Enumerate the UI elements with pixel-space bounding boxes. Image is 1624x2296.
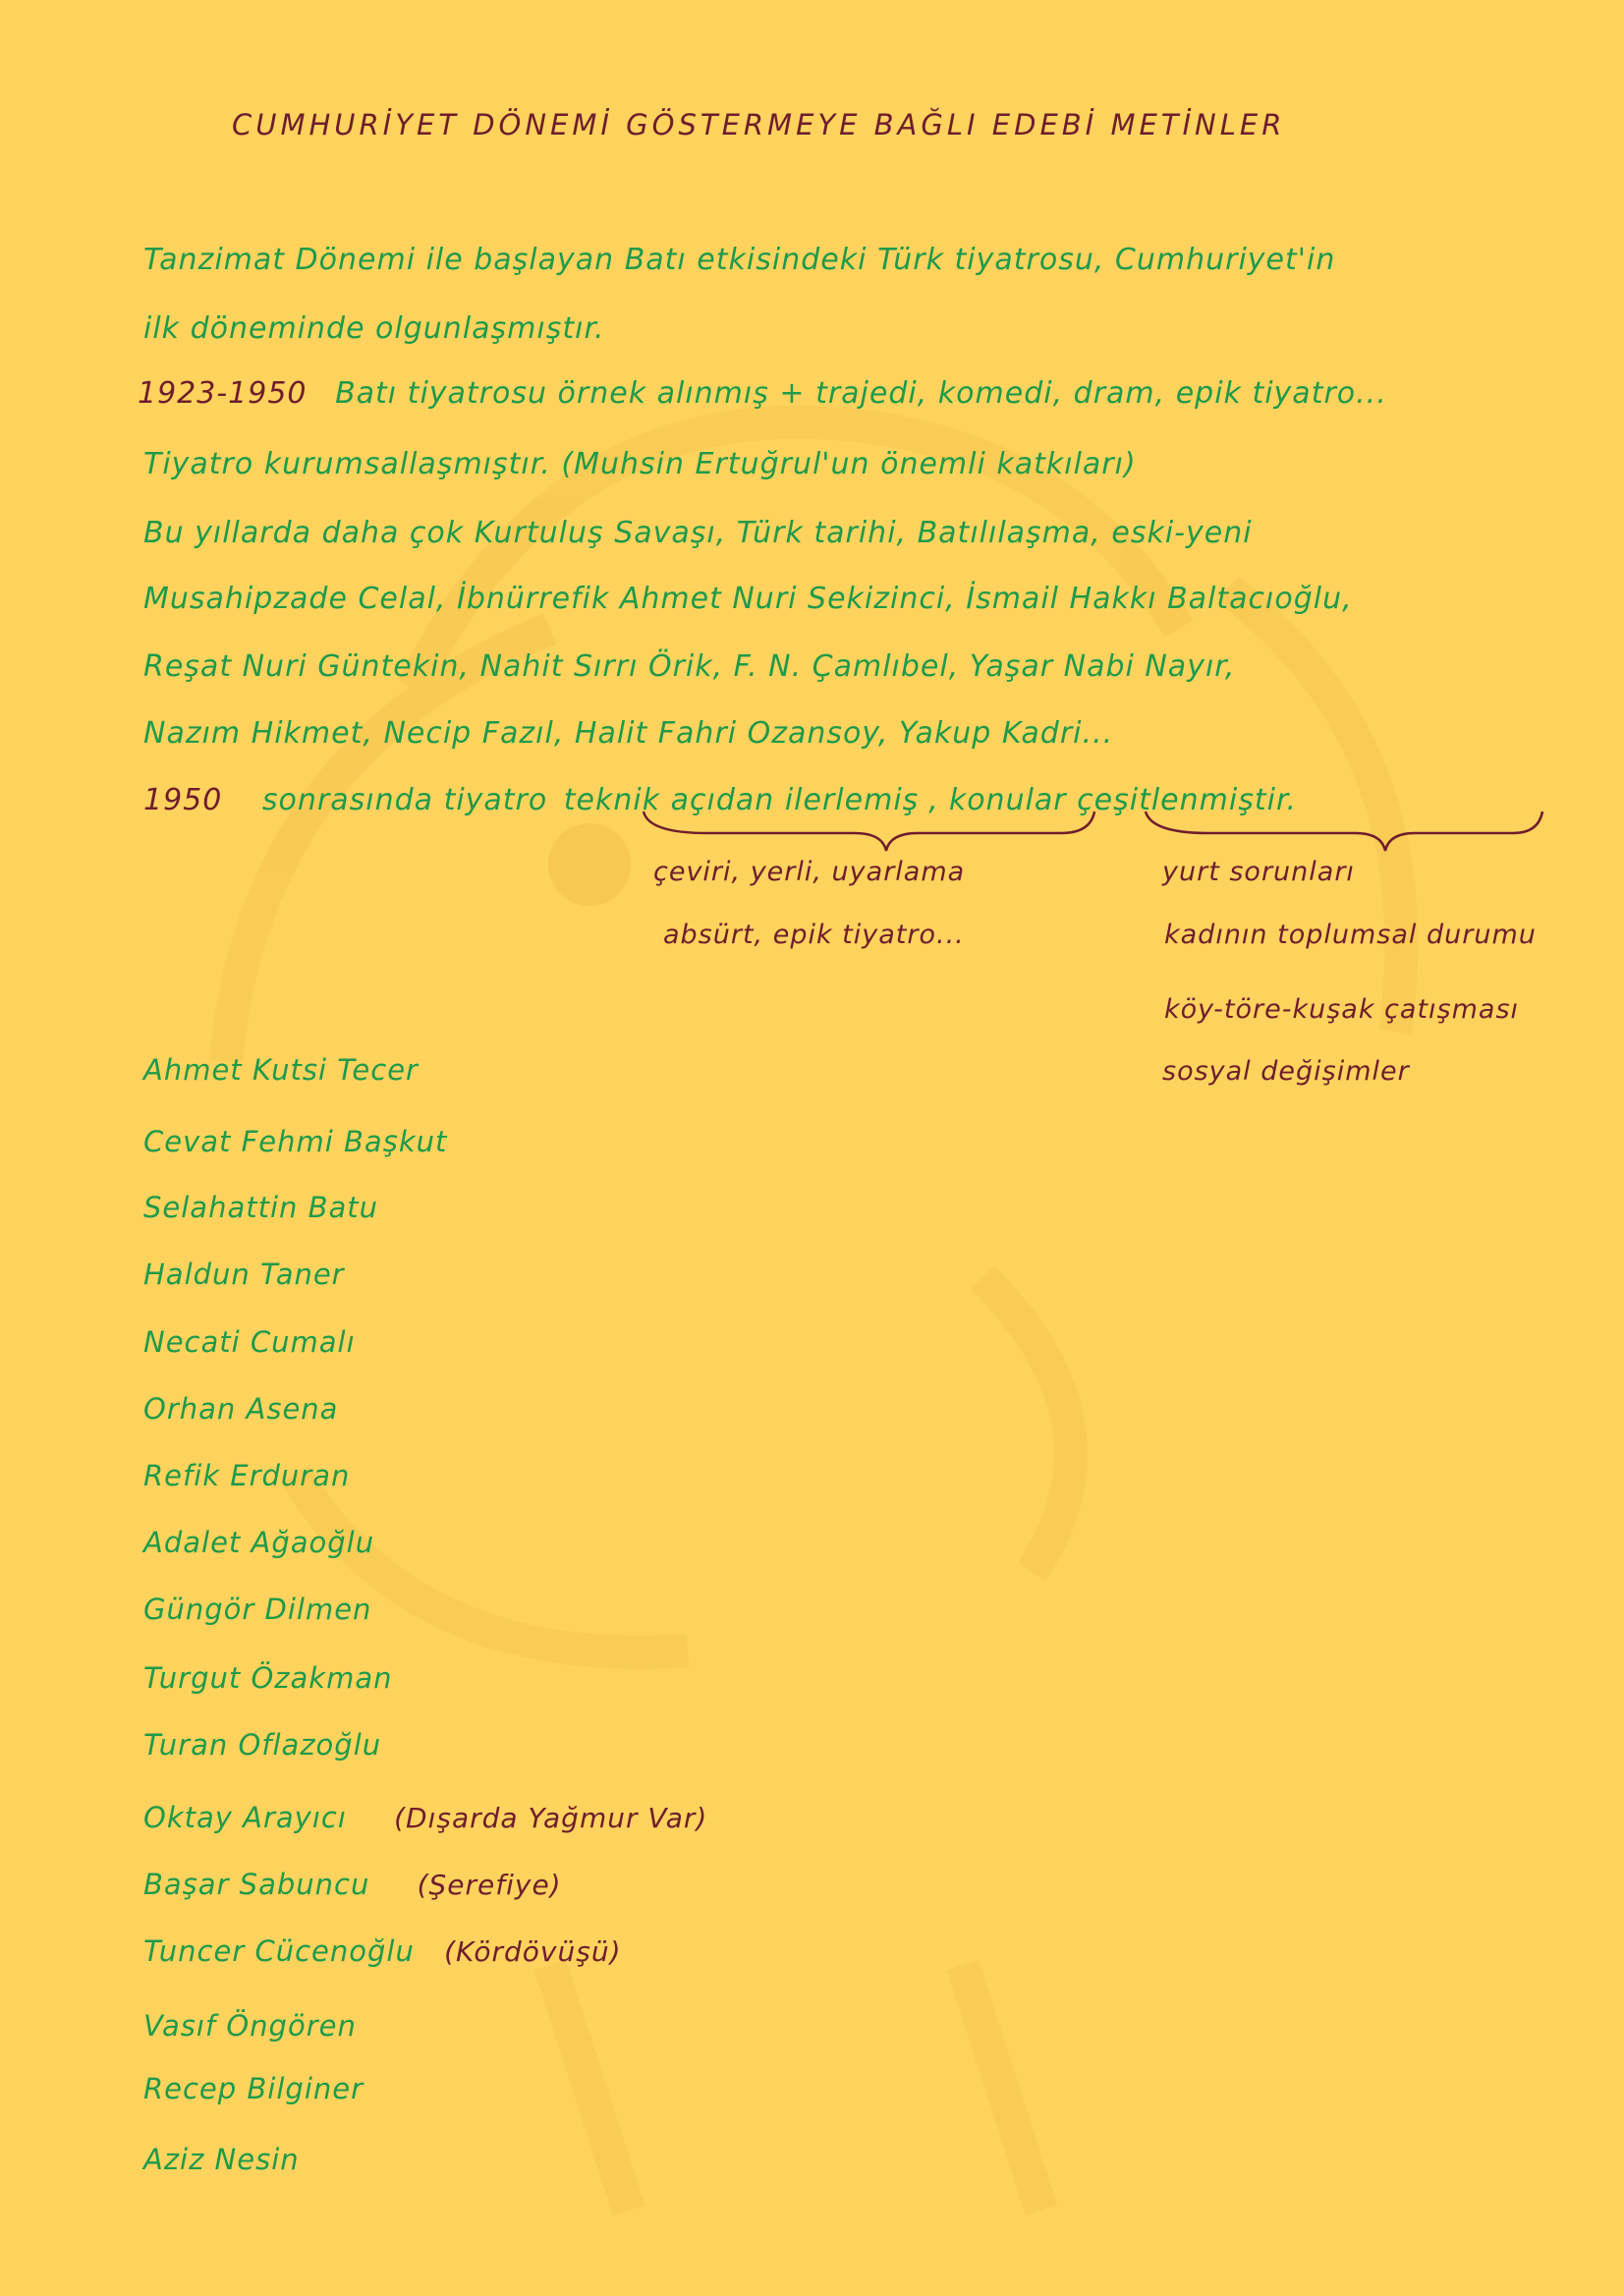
annotation-braces (0, 0, 1624, 887)
author-item: Aziz Nesin (143, 2143, 300, 2176)
period-1923-1950-text: Batı tiyatrosu örnek alınmış + trajedi, komedi, dram, epik tiyatro... (335, 376, 1387, 411)
technical-note-2: absürt, epik tiyatro... (663, 920, 965, 950)
theme-note-2: kadının toplumsal durumu (1164, 920, 1537, 950)
author-work: (Şerefiye) (417, 1869, 562, 1901)
author-item: Güngör Dilmen (143, 1593, 372, 1626)
period-1950-themes: konular çeşitlenmiştir. (948, 783, 1298, 817)
paragraph-line-5: Bu yıllarda daha çok Kurtuluş Savaşı, Türk tarihi, Batılılaşma, eski-yeni (143, 516, 1253, 550)
author-item: Selahattin Batu (143, 1191, 379, 1224)
period-1950-separator: , (928, 783, 939, 817)
author-item: Haldun Taner (143, 1258, 345, 1291)
author-item: Adalet Ağaoğlu (143, 1526, 375, 1559)
author-item: Recep Bilginer (143, 2072, 364, 2105)
author-item-with-work (143, 1801, 708, 1834)
author-item-with-work (143, 1934, 622, 1968)
theme-note-3: köy-töre-kuşak çatışması (1164, 994, 1520, 1025)
period-1950-technical: teknik açıdan ilerlemiş (563, 783, 920, 817)
period-1950-lead: sonrasında tiyatro (261, 783, 548, 817)
author-item-with-work (143, 1868, 562, 1901)
paragraph-line-7: Reşat Nuri Güntekin, Nahit Sırrı Örik, F. N. Çamlıbel, Yaşar Nabi Nayır, (143, 649, 1236, 684)
period-1950-years: 1950 (143, 783, 223, 817)
brace-themes (1146, 812, 1542, 851)
author-item: Orhan Asena (143, 1392, 339, 1426)
author-item: Vasıf Öngören (143, 2009, 357, 2043)
paragraph-line-8: Nazım Hikmet, Necip Fazıl, Halit Fahri Ozansoy, Yakup Kadri... (143, 716, 1114, 751)
author-item: Turan Oflazoğlu (143, 1728, 382, 1762)
brace-technical (644, 812, 1094, 851)
author-item: Necati Cumalı (143, 1325, 356, 1359)
author-item: Ahmet Kutsi Tecer (143, 1053, 419, 1087)
paragraph-line-4: Tiyatro kurumsallaşmıştır. (Muhsin Ertuğrul'un önemli katkıları) (143, 447, 1137, 481)
author-item: Refik Erduran (143, 1459, 351, 1492)
paragraph-line-2: ilk döneminde olgunlaşmıştır. (143, 311, 605, 346)
author-item: Cevat Fehmi Başkut (143, 1125, 448, 1158)
theme-note-4: sosyal değişimler (1162, 1056, 1410, 1087)
author-work: (Kördövüşü) (444, 1935, 622, 1968)
paragraph-line-6: Musahipzade Celal, İbnürrefik Ahmet Nuri Sekizinci, İsmail Hakkı Baltacıoğlu, (143, 582, 1353, 616)
period-1923-1950-years: 1923-1950 (138, 376, 308, 411)
technical-note-1: çeviri, yerli, uyarlama (653, 857, 966, 887)
author-work: (Dışarda Yağmur Var) (394, 1802, 708, 1834)
page-title: CUMHURİYET DÖNEMİ GÖSTERMEYE BAĞLI EDEBİ METİNLER (232, 108, 1286, 141)
paragraph-line-1: Tanzimat Dönemi ile başlayan Batı etkisindeki Türk tiyatrosu, Cumhuriyet'in (143, 243, 1336, 277)
theme-note-1: yurt sorunları (1162, 857, 1355, 887)
author-name: Oktay Arayıcı (143, 1801, 347, 1834)
author-name: Tuncer Cücenoğlu (143, 1934, 415, 1968)
author-name: Başar Sabuncu (143, 1868, 370, 1901)
author-item: Turgut Özakman (143, 1661, 393, 1695)
